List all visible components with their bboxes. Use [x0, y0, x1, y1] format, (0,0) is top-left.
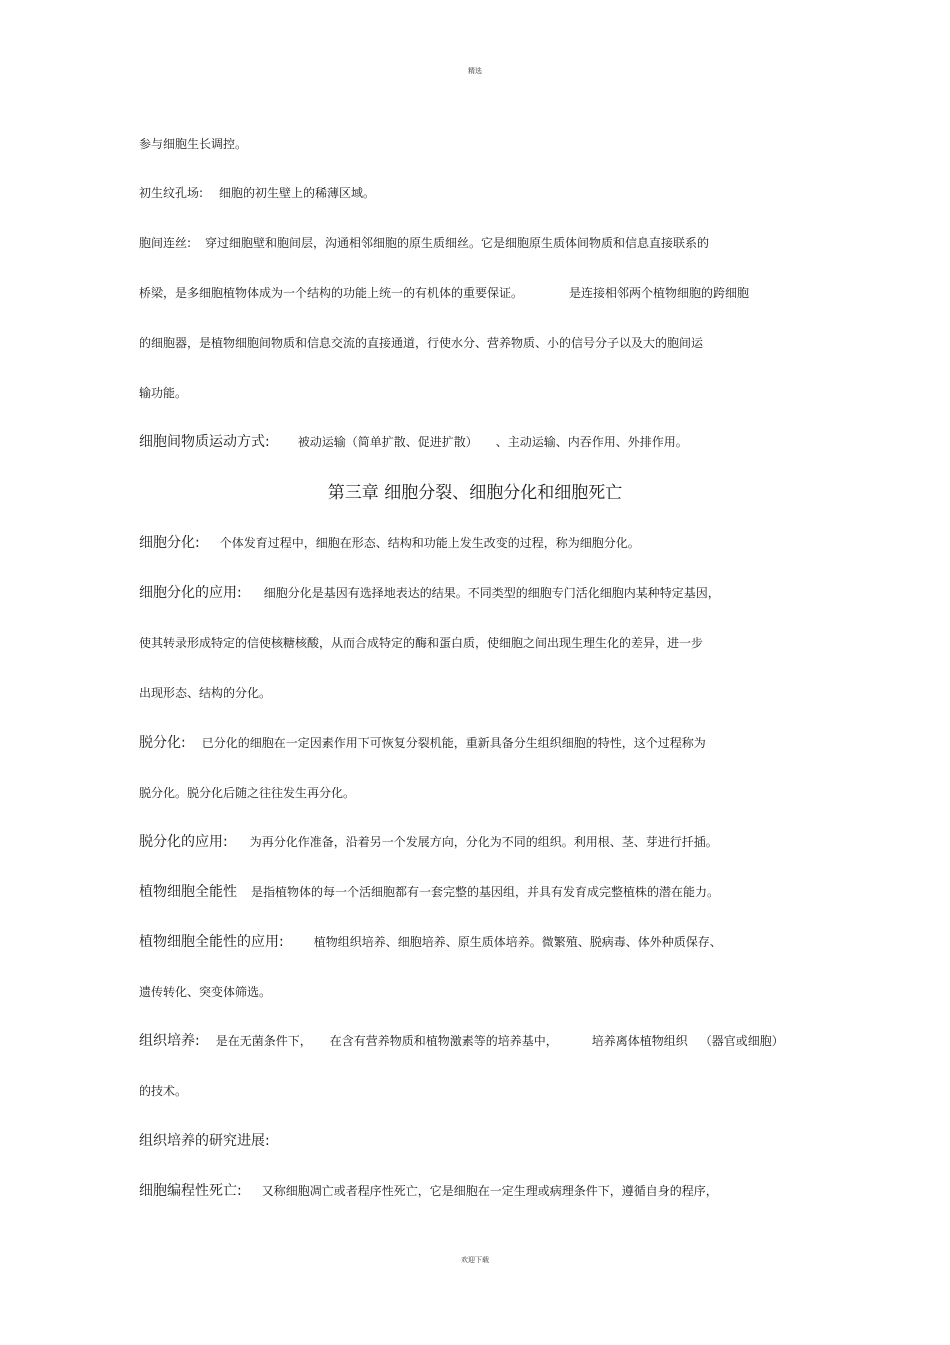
line-text: 使其转录形成特定的信使核糖核酸，从而合成特定的酶和蛋白质，使细胞之间出现生理生化的差异，进一步	[139, 636, 704, 650]
text-line-7	[139, 434, 688, 450]
text-line-6	[139, 385, 187, 401]
text-line-20	[139, 1133, 270, 1149]
text-line-19	[139, 1083, 187, 1099]
line-text: 出现形态、结构的分化。	[139, 686, 272, 700]
term-definition: 植物组织培养、细胞培养、原生质体培养。微繁殖、脱病毒、体外种质保存、	[313, 935, 722, 949]
term-definition: 被动运输（简单扩散、促进扩散）	[297, 435, 478, 449]
term-definition: 是在无菌条件下，	[215, 1034, 312, 1048]
text-line-12	[139, 735, 706, 751]
line-text: 脱分化。脱分化后随之往往发生再分化。	[139, 786, 356, 800]
text-line-4	[139, 285, 749, 301]
term-label: 脱分化:	[139, 735, 186, 751]
term-label: 细胞分化的应用:	[139, 585, 242, 601]
term-definition: （器官或细胞）	[699, 1034, 784, 1048]
term-label: 细胞编程性死亡:	[139, 1183, 242, 1199]
term-label: 脱分化的应用:	[139, 834, 228, 850]
text-line-8	[139, 535, 640, 551]
term-label: 胞间连丝:	[139, 236, 192, 250]
page-header: 精选	[468, 67, 482, 75]
line-text: 参与细胞生长调控。	[139, 137, 248, 151]
term-label: 初生纹孔场:	[139, 186, 204, 200]
text-line-13	[139, 785, 355, 801]
term-definition: 已分化的细胞在一定因素作用下可恢复分裂机能，重新具备分生组织细胞的特性，这个过程称为	[201, 736, 706, 750]
term-label: 植物细胞全能性	[139, 884, 237, 900]
term-definition: 细胞的初生壁上的稀薄区域。	[219, 186, 376, 200]
term-definition: 在含有营养物质和植物激素等的培养基中，	[329, 1034, 558, 1048]
term-definition: 个体发育过程中，细胞在形态、结构和功能上发生改变的过程，称为细胞分化。	[219, 536, 640, 550]
text-line-2	[139, 185, 375, 201]
line-text: 是连接相邻两个植物细胞的跨细胞	[569, 286, 750, 300]
text-line-11	[139, 685, 271, 701]
text-line-16	[139, 934, 722, 950]
text-line-15	[139, 884, 719, 900]
text-line-21	[139, 1183, 718, 1199]
text-line-10	[139, 635, 703, 651]
line-text: 遗传转化、突变体筛选。	[139, 985, 272, 999]
term-label: 植物细胞全能性的应用:	[139, 934, 284, 950]
page-footer: 欢迎下载	[461, 1256, 489, 1264]
term-definition: 为再分化作准备，沿着另一个发展方向，分化为不同的组织。利用根、茎、芽进行扦插。	[249, 835, 718, 849]
term-label: 细胞间物质运动方式:	[139, 434, 270, 450]
text-line-14	[139, 834, 718, 850]
term-label: 细胞分化:	[139, 535, 200, 551]
term-label: 组织培养的研究进展:	[139, 1133, 270, 1149]
text-line-1	[139, 136, 247, 152]
text-line-18	[139, 1033, 784, 1049]
term-definition: 、主动运输、内吞作用、外排作用。	[495, 435, 688, 449]
text-line-3	[139, 235, 709, 251]
line-text: 的细胞器，是植物细胞间物质和信息交流的直接通道，行使水分、营养物质、小的信号分子以及大的胞间运	[139, 336, 704, 350]
term-definition: 是指植物体的每一个活细胞都有一套完整的基因组，并具有发育成完整植株的潜在能力。	[251, 885, 720, 899]
line-text: 的技术。	[139, 1084, 188, 1098]
line-text: 输功能。	[139, 386, 188, 400]
term-definition: 培养离体植物组织	[591, 1034, 688, 1048]
term-definition: 细胞分化是基因有选择地表达的结果。不同类型的细胞专门活化细胞内某种特定基因，	[263, 586, 720, 600]
term-label: 组织培养:	[139, 1033, 200, 1049]
chapter-title: 第三章 细胞分裂、细胞分化和细胞死亡	[327, 483, 623, 503]
text-line-5	[139, 335, 703, 351]
text-line-17	[139, 984, 271, 1000]
line-text: 桥梁，是多细胞植物体成为一个结构的功能上统一的有机体的重要保证。	[139, 286, 524, 300]
term-definition: 又称细胞凋亡或者程序性死亡，它是细胞在一定生理或病理条件下，遵循自身的程序，	[261, 1184, 718, 1198]
term-definition: 穿过细胞壁和胞间层，沟通相邻细胞的原生质细丝。它是细胞原生质体间物质和信息直接联系的	[205, 236, 710, 250]
text-line-9	[139, 585, 720, 601]
